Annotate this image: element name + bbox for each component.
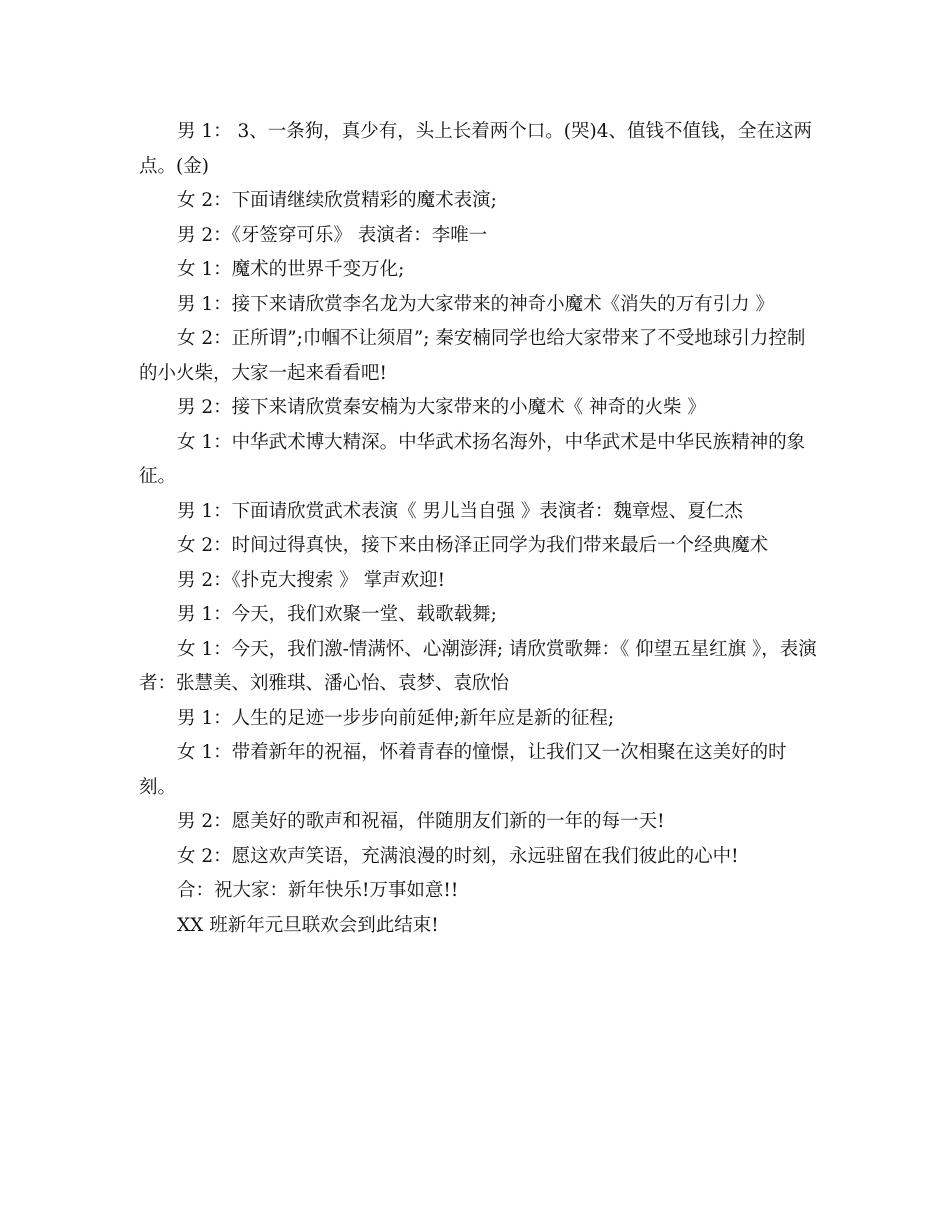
document-body bbox=[139, 115, 819, 943]
paragraph-18: 合：祝大家：新年快乐!万事如意!! bbox=[177, 880, 459, 901]
paragraph-4: 女 1：魔术的世界千变万化; bbox=[177, 259, 405, 280]
paragraph-10: 女 2：时间过得真快，接下来由杨泽正同学为我们带来最后一个经典魔术 bbox=[177, 535, 769, 556]
paragraph-19: XX 班新年元旦联欢会到此结束! bbox=[177, 914, 439, 936]
paragraph-5: 男 1：接下来请欣赏李名龙为大家带来的神奇小魔术《消失的万有引力 》 bbox=[177, 293, 775, 315]
paragraph-16: 男 2：愿美好的歌声和祝福，伴随朋友们新的一年的每一天! bbox=[177, 811, 665, 832]
paragraph-7: 男 2：接下来请欣赏秦安楠为大家带来的小魔术《 神奇的火柴 》 bbox=[177, 397, 706, 418]
paragraph-2: 女 2：下面请继续欣赏精彩的魔术表演; bbox=[177, 190, 497, 211]
paragraph-15: 女 1：带着新年的祝福，怀着青春的憧憬，让我们又一次相聚在这美好的时刻。 bbox=[139, 742, 787, 798]
paragraph-3: 男 2：《牙签穿可乐》 表演者：李唯一 bbox=[177, 224, 488, 246]
paragraph-17: 女 2：愿这欢声笑语，充满浪漫的时刻，永远驻留在我们彼此的心中! bbox=[177, 845, 739, 867]
paragraph-13: 女 1：今天，我们激-情满怀、心潮澎湃; 请欣赏歌舞：《 仰望五星红旗 》，表演者：张慧美、刘雅琪、潘心怡、袁梦、袁欣怡 bbox=[139, 638, 817, 694]
paragraph-12: 男 1：今天，我们欢聚一堂、载歌载舞; bbox=[177, 604, 497, 625]
paragraph-11: 男 2：《扑克大搜索 》 掌声欢迎! bbox=[177, 569, 446, 591]
paragraph-14: 男 1：人生的足迹一步步向前延伸;新年应是新的征程; bbox=[177, 707, 615, 729]
paragraph-9: 男 1：下面请欣赏武术表演《 男儿当自强 》表演者：魏章煜、夏仁杰 bbox=[177, 500, 743, 522]
paragraph-6: 女 2：正所谓”;巾帼不让须眉”; 秦安楠同学也给大家带来了不受地球引力控制的小火柴，大家一起来看看吧! bbox=[139, 328, 806, 384]
paragraph-8: 女 1：中华武术博大精深。中华武术扬名海外，中华武术是中华民族精神的象征。 bbox=[139, 431, 806, 487]
paragraph-1: 男 1： 3、一条狗，真少有，头上长着两个口。(哭)4、值钱不值钱，全在这两点。(金) bbox=[139, 121, 813, 177]
